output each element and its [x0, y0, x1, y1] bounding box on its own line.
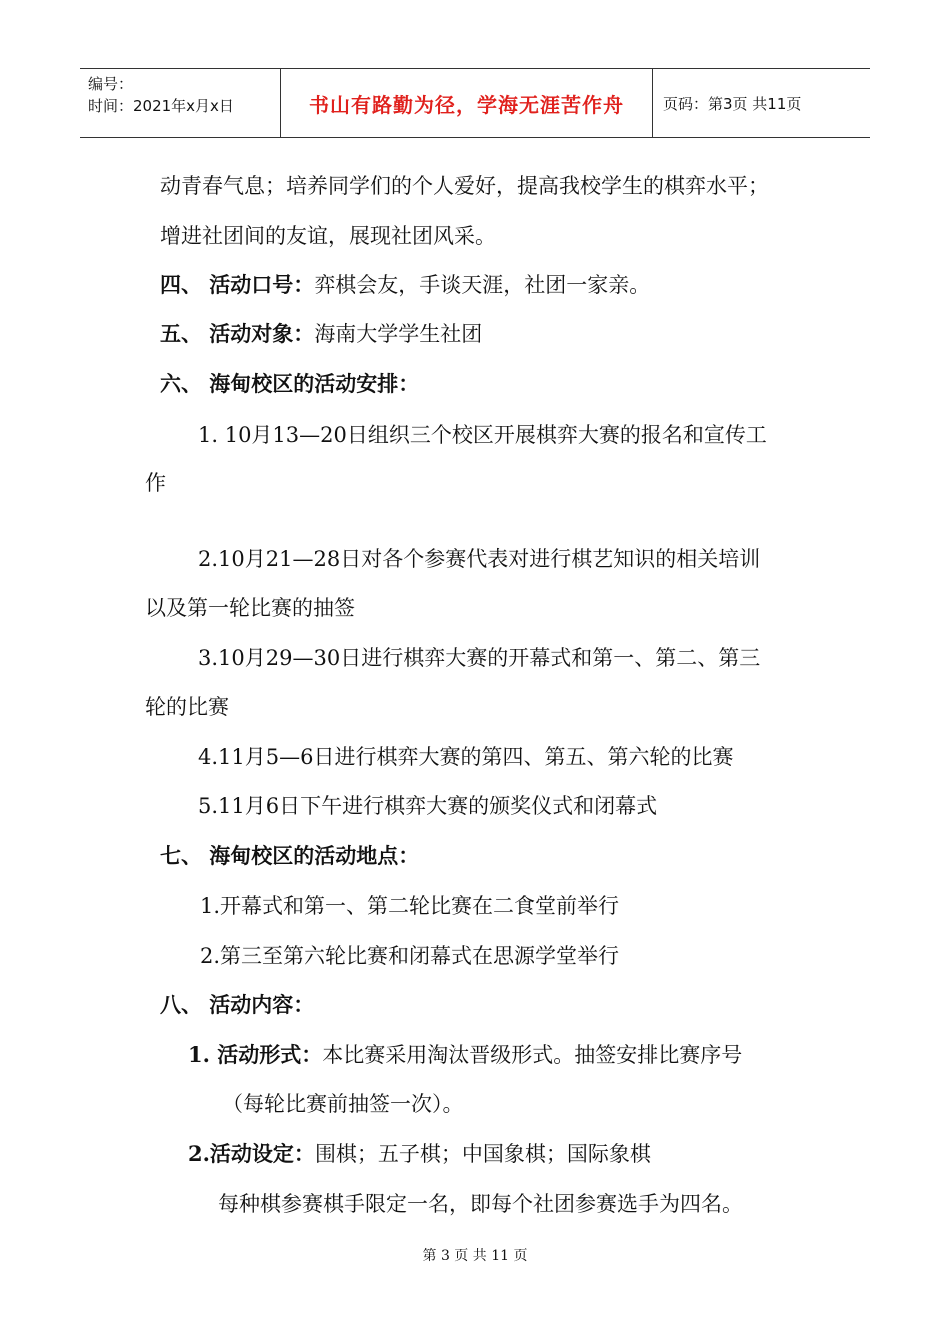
- header-motto: 书山有路勤为径，学海无涯苦作舟: [281, 69, 653, 137]
- page-footer: 第 3 页 共 11 页: [422, 1248, 528, 1264]
- list-item: 1.开幕式和第一、第二轮比赛在二食堂前举行: [200, 894, 620, 918]
- section-4: [160, 270, 650, 300]
- body-line: 每种棋参赛棋手限定一名，即每个社团参赛选手为四名。: [218, 1192, 743, 1216]
- section-heading: 四、 活动口号：: [160, 272, 315, 297]
- header-page-info: 页码：第3页 共11页: [663, 94, 802, 113]
- section-text: 海南大学学生社团: [314, 322, 483, 346]
- list-item: 3.10月29—30日进行棋弈大赛的开幕式和第一、第二、第三: [198, 646, 761, 670]
- list-item-cont: 以及第一轮比赛的抽签: [145, 596, 355, 620]
- list-item: [188, 1139, 651, 1169]
- item-heading: 2.活动设定：: [188, 1141, 315, 1166]
- body-line: 动青春气息；培养同学们的个人爱好，提高我校学生的棋弈水平；: [160, 174, 769, 198]
- list-item-cont: 作: [145, 471, 166, 495]
- number-label: 编号：: [88, 75, 134, 93]
- item-text: 本比赛采用淘汰晋级形式。抽签安排比赛序号: [322, 1043, 743, 1067]
- section-5: [160, 319, 482, 349]
- section-heading: 五、 活动对象：: [160, 321, 315, 346]
- list-item-cont: （每轮比赛前抽签一次）。: [222, 1092, 464, 1116]
- list-item: 2.10月21—28日对各个参赛代表对进行棋艺知识的相关培训: [198, 547, 761, 571]
- section-text: 弈棋会友，手谈天涯，社团一家亲。: [314, 273, 651, 297]
- list-item: 1. 10月13—20日组织三个校区开展棋弈大赛的报名和宣传工: [198, 423, 767, 447]
- header-meta: [80, 69, 281, 137]
- section-heading: 六、 海甸校区的活动安排：: [160, 371, 420, 396]
- section-heading: 八、 活动内容：: [160, 992, 315, 1017]
- list-item: 5.11月6日下午进行棋弈大赛的颁奖仪式和闭幕式: [198, 794, 658, 818]
- list-item-cont: 轮的比赛: [145, 695, 229, 719]
- body-line: 增进社团间的友谊，展现社团风采。: [160, 224, 496, 248]
- list-item: [188, 1040, 742, 1070]
- item-heading: 1. 活动形式：: [188, 1042, 323, 1067]
- time-label: 时间：2021年x月x日: [88, 97, 234, 115]
- section-heading: 七、 海甸校区的活动地点：: [160, 843, 420, 868]
- page-header: [80, 68, 870, 138]
- list-item: 2.第三至第六轮比赛和闭幕式在思源学堂举行: [200, 944, 620, 968]
- list-item: 4.11月5—6日进行棋弈大赛的第四、第五、第六轮的比赛: [198, 745, 734, 769]
- item-text: 围棋；五子棋；中国象棋；国际象棋: [314, 1142, 651, 1166]
